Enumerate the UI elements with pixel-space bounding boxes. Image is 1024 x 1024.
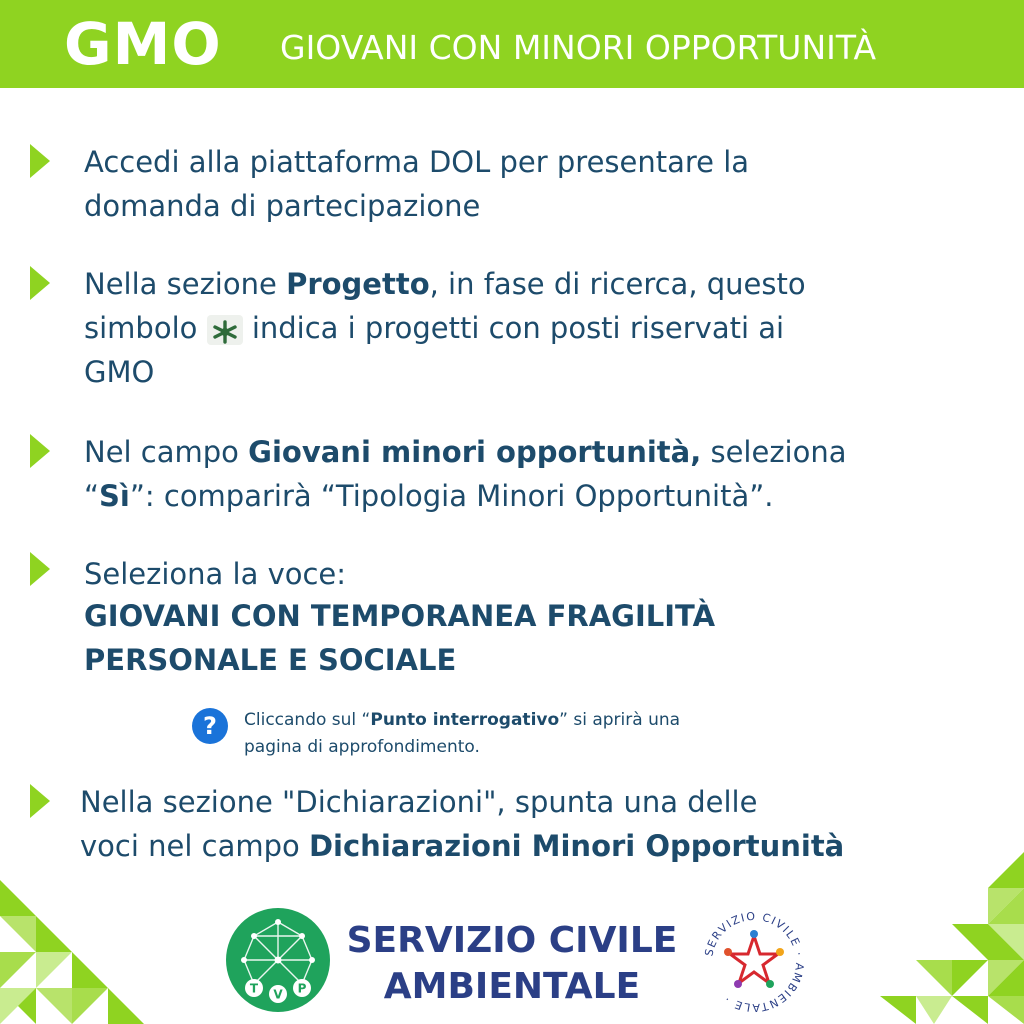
step-5: Nella sezione "Dichiarazioni", spunta una delle voci nel campo Dichiarazioni Minori Opportunità bbox=[80, 785, 845, 863]
help-note: Cliccando sul “Punto interrogativo” si aprirà una pagina di approfondimento. bbox=[244, 710, 681, 757]
footer-title: SERVIZIO CIVILE AMBIENTALE bbox=[346, 920, 678, 1007]
tvp-letter: P bbox=[297, 981, 307, 996]
tvp-logo bbox=[224, 906, 332, 1014]
header-title: GIOVANI CON MINORI OPPORTUNITÀ bbox=[280, 28, 877, 67]
servizio-civile-seal-logo bbox=[698, 906, 810, 1018]
question-mark-icon: ? bbox=[192, 708, 228, 744]
step-arrow-icon bbox=[30, 266, 50, 300]
header-bar bbox=[0, 0, 1024, 88]
decorative-triangles-left bbox=[0, 880, 150, 1024]
tvp-letter: T bbox=[249, 981, 259, 996]
step-arrow-icon bbox=[30, 144, 50, 178]
step-3: Nel campo Giovani minori opportunità, seleziona “Sì”: comparirà “Tipologia Minori Opportunità”. bbox=[84, 435, 847, 513]
step-4: Seleziona la voce: GIOVANI CON TEMPORANEA FRAGILITÀ PERSONALE E SOCIALE bbox=[84, 552, 715, 682]
header-abbreviation: GMO bbox=[64, 10, 222, 78]
step-arrow-icon bbox=[30, 784, 50, 818]
step-arrow-icon bbox=[30, 552, 50, 586]
step-1: Accedi alla piattaforma DOL per presentare la domanda di partecipazione bbox=[84, 145, 750, 223]
step-2: Nella sezione Progetto, in fase di ricerca, questo simbolo indica i progetti con posti riservati ai GMO bbox=[84, 267, 806, 389]
tvp-letter: V bbox=[273, 987, 283, 1002]
svg-text:SERVIZIO CIVILE · AMBIENTALE ·: SERVIZIO CIVILE · AMBIENTALE · bbox=[702, 909, 807, 1015]
decorative-triangles-right bbox=[874, 852, 1024, 1024]
fragility-option-line2: PERSONALE E SOCIALE bbox=[84, 643, 457, 677]
step-arrow-icon bbox=[30, 434, 50, 468]
fragility-option-line1: GIOVANI CON TEMPORANEA FRAGILITÀ bbox=[84, 599, 716, 633]
asterisk-icon bbox=[207, 315, 243, 345]
